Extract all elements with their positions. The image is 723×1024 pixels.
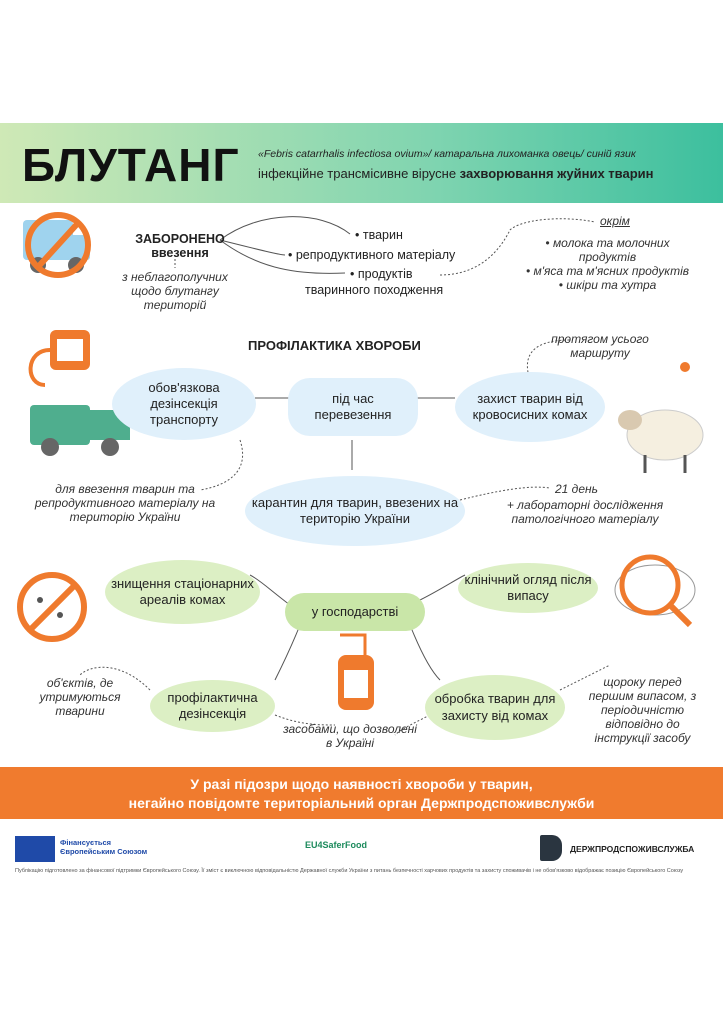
disinfect-transport-node: обов'язкова дезінсекція транспорту (112, 368, 256, 440)
sheep-mosquito-icon (610, 355, 710, 480)
protect-animals-node: захист тварин від кровосисних комах (455, 372, 605, 442)
clinical-exam-node: клінічний огляд після випасу (458, 563, 598, 613)
quarantine-days: 21 день (555, 482, 598, 496)
means-note: засобами, що дозволені в Україні (283, 722, 417, 750)
cow-magnifier-icon (600, 550, 710, 635)
treat-animals-node: обробка тварин для захисту від комах (425, 675, 565, 740)
quarantine-node: карантин для тварин, ввезених на територію України (245, 476, 465, 546)
eu-funding-label: Фінансується Європейським Союзом (60, 838, 148, 856)
alert-banner: У разі підозри щодо наявності хвороби у тварин, негайно повідомте територіальний орган Держпродспоживслужби (0, 767, 723, 819)
eu-flag-icon (15, 836, 55, 862)
eu4saferfood-logo: EU4SaferFood (305, 840, 368, 850)
dps-logo-text: ДЕРЖПРОДСПОЖИВСЛУЖБА (570, 844, 695, 854)
destroy-insects-node: знищення стаціонарних ареалів комах (105, 560, 260, 624)
prophylactic-disinsection-node: профілактична дезінсекція (150, 680, 275, 732)
prevention-title: ПРОФІЛАКТИКА ХВОРОБИ (248, 338, 421, 353)
ban-item-products: • продуктів (350, 267, 413, 281)
treat-note: щороку перед першим випасом, з періодичністю відповідно до інструкції засобу (588, 675, 697, 745)
sprayer-icon (320, 625, 380, 720)
page-title: БЛУТАНГ (22, 139, 240, 191)
prophylactic-note: об'єктів, де утримуються тварини (39, 676, 121, 718)
dps-logo-icon (540, 835, 562, 861)
ban-title: ЗАБОРОНЕНО ввезення (135, 232, 225, 260)
transport-center-node: під час перевезення (288, 378, 418, 436)
latin-name: «Febris catarrhalis infectiosa ovium»/ катаральна лихоманка овець/ синій язик (258, 148, 636, 160)
ban-item-products-2: тваринного походження (305, 283, 444, 297)
truck-ban-icon (18, 210, 98, 285)
ban-item-animals: • тварин (355, 228, 403, 242)
disease-description: інфекційне трансмісивне вірусне захворювання жуйних тварин (258, 166, 654, 181)
ban-item-reproductive: • репродуктивного матеріалу (288, 248, 456, 262)
disinfect-note: для ввезення тварин та репродуктивного матеріалу на територію України (34, 482, 216, 524)
ban-origin-note: з неблагополучних щодо блутангу територій (122, 270, 228, 312)
except-list: • молока та молочних продуктів • м'яса та м'ясних продуктів • шкіри та хутра (525, 236, 690, 292)
quarantine-lab-note: + лабораторні дослідження патологічного матеріалу (506, 498, 664, 526)
farm-center-node: у господарстві (285, 593, 425, 631)
insect-ban-icon (15, 570, 90, 650)
except-label: окрім (600, 214, 630, 228)
disclaimer: Публікацію підготовлено за фінансової підтримки Європейського Союзу. Її зміст є виключною відповідальністю Державної служби України з питань безпечності харчових продуктів та захисту споживачів і не обов'язково відображає позицію Європейського Союзу (15, 868, 684, 874)
protect-note: протягом усього маршруту (551, 332, 649, 360)
